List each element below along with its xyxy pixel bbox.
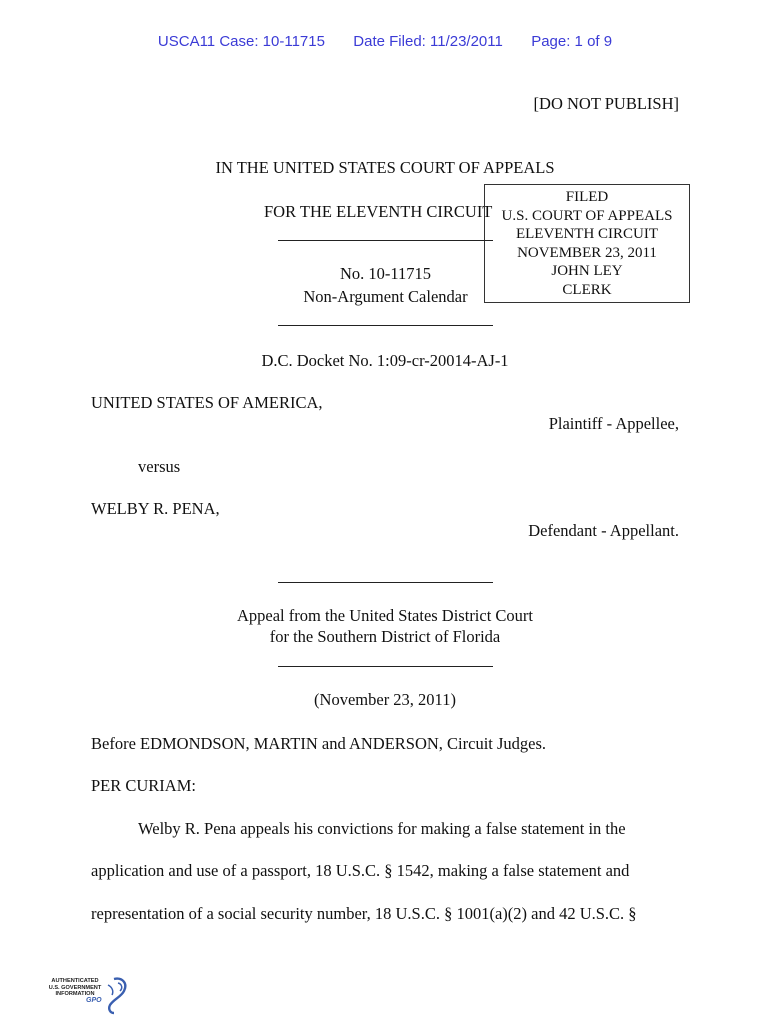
body-paragraph-line: representation of a social security number, 18 U.S.C. § 1001(a)(2) and 42 U.S.C. § <box>91 904 637 923</box>
divider-rule <box>278 666 493 667</box>
filed-stamp-line: FILED <box>565 189 609 205</box>
defendant-name: WELBY R. PENA, <box>91 499 220 518</box>
divider-rule <box>278 325 493 326</box>
case-number: No. 10-11715 <box>339 264 432 283</box>
defendant-role: Defendant - Appellant. <box>528 521 679 540</box>
body-paragraph-line: Welby R. Pena appeals his convictions for making a false statement in the <box>138 819 626 838</box>
date-filed-header: Date Filed: 11/23/2011 <box>353 33 503 50</box>
filed-stamp <box>484 184 690 303</box>
filed-stamp-line: CLERK <box>562 281 612 298</box>
gpo-logo-line: AUTHENTICATED <box>51 978 99 984</box>
plaintiff-name: UNITED STATES OF AMERICA, <box>91 393 323 412</box>
panel-judges: Before EDMONDSON, MARTIN and ANDERSON, Circuit Judges. <box>91 734 547 753</box>
docket-number: D.C. Docket No. 1:09-cr-20014-AJ-1 <box>261 351 509 370</box>
divider-rule <box>278 582 493 583</box>
filed-stamp-line: ELEVENTH CIRCUIT <box>515 226 659 242</box>
gpo-authenticated-logo <box>44 975 130 1015</box>
page-number-header: Page: 1 of 9 <box>531 33 613 50</box>
plaintiff-role: Plaintiff - Appellee, <box>548 414 679 433</box>
case-header <box>0 33 770 50</box>
publish-notice: [DO NOT PUBLISH] <box>533 94 679 113</box>
filed-stamp-line: NOVEMBER 23, 2011 <box>517 244 657 261</box>
appeal-origin-line2: for the Southern District of Florida <box>269 627 501 646</box>
gpo-logo-line: U.S. GOVERNMENT <box>48 984 102 991</box>
per-curiam-heading: PER CURIAM: <box>91 776 196 795</box>
eagle-icon <box>44 975 130 1015</box>
case-number-header: USCA11 Case: 10-11715 <box>157 33 325 50</box>
court-title: IN THE UNITED STATES COURT OF APPEALS <box>215 158 555 177</box>
calendar-type: Non-Argument Calendar <box>303 287 468 306</box>
filed-stamp-line: U.S. COURT OF APPEALS <box>501 207 673 224</box>
decision-date: (November 23, 2011) <box>314 690 456 709</box>
appeal-origin-line1: Appeal from the United States District Court <box>236 606 534 625</box>
circuit-title: FOR THE ELEVENTH CIRCUIT <box>264 202 493 221</box>
body-paragraph-line: application and use of a passport, 18 U.S.C. § 1542, making a false statement and <box>91 861 630 880</box>
filed-stamp-line: JOHN LEY <box>551 263 623 279</box>
divider-rule <box>278 240 493 241</box>
gpo-mark: GPO <box>86 997 102 1004</box>
gpo-logo-line: INFORMATION <box>55 991 95 998</box>
versus-text: versus <box>138 457 181 476</box>
